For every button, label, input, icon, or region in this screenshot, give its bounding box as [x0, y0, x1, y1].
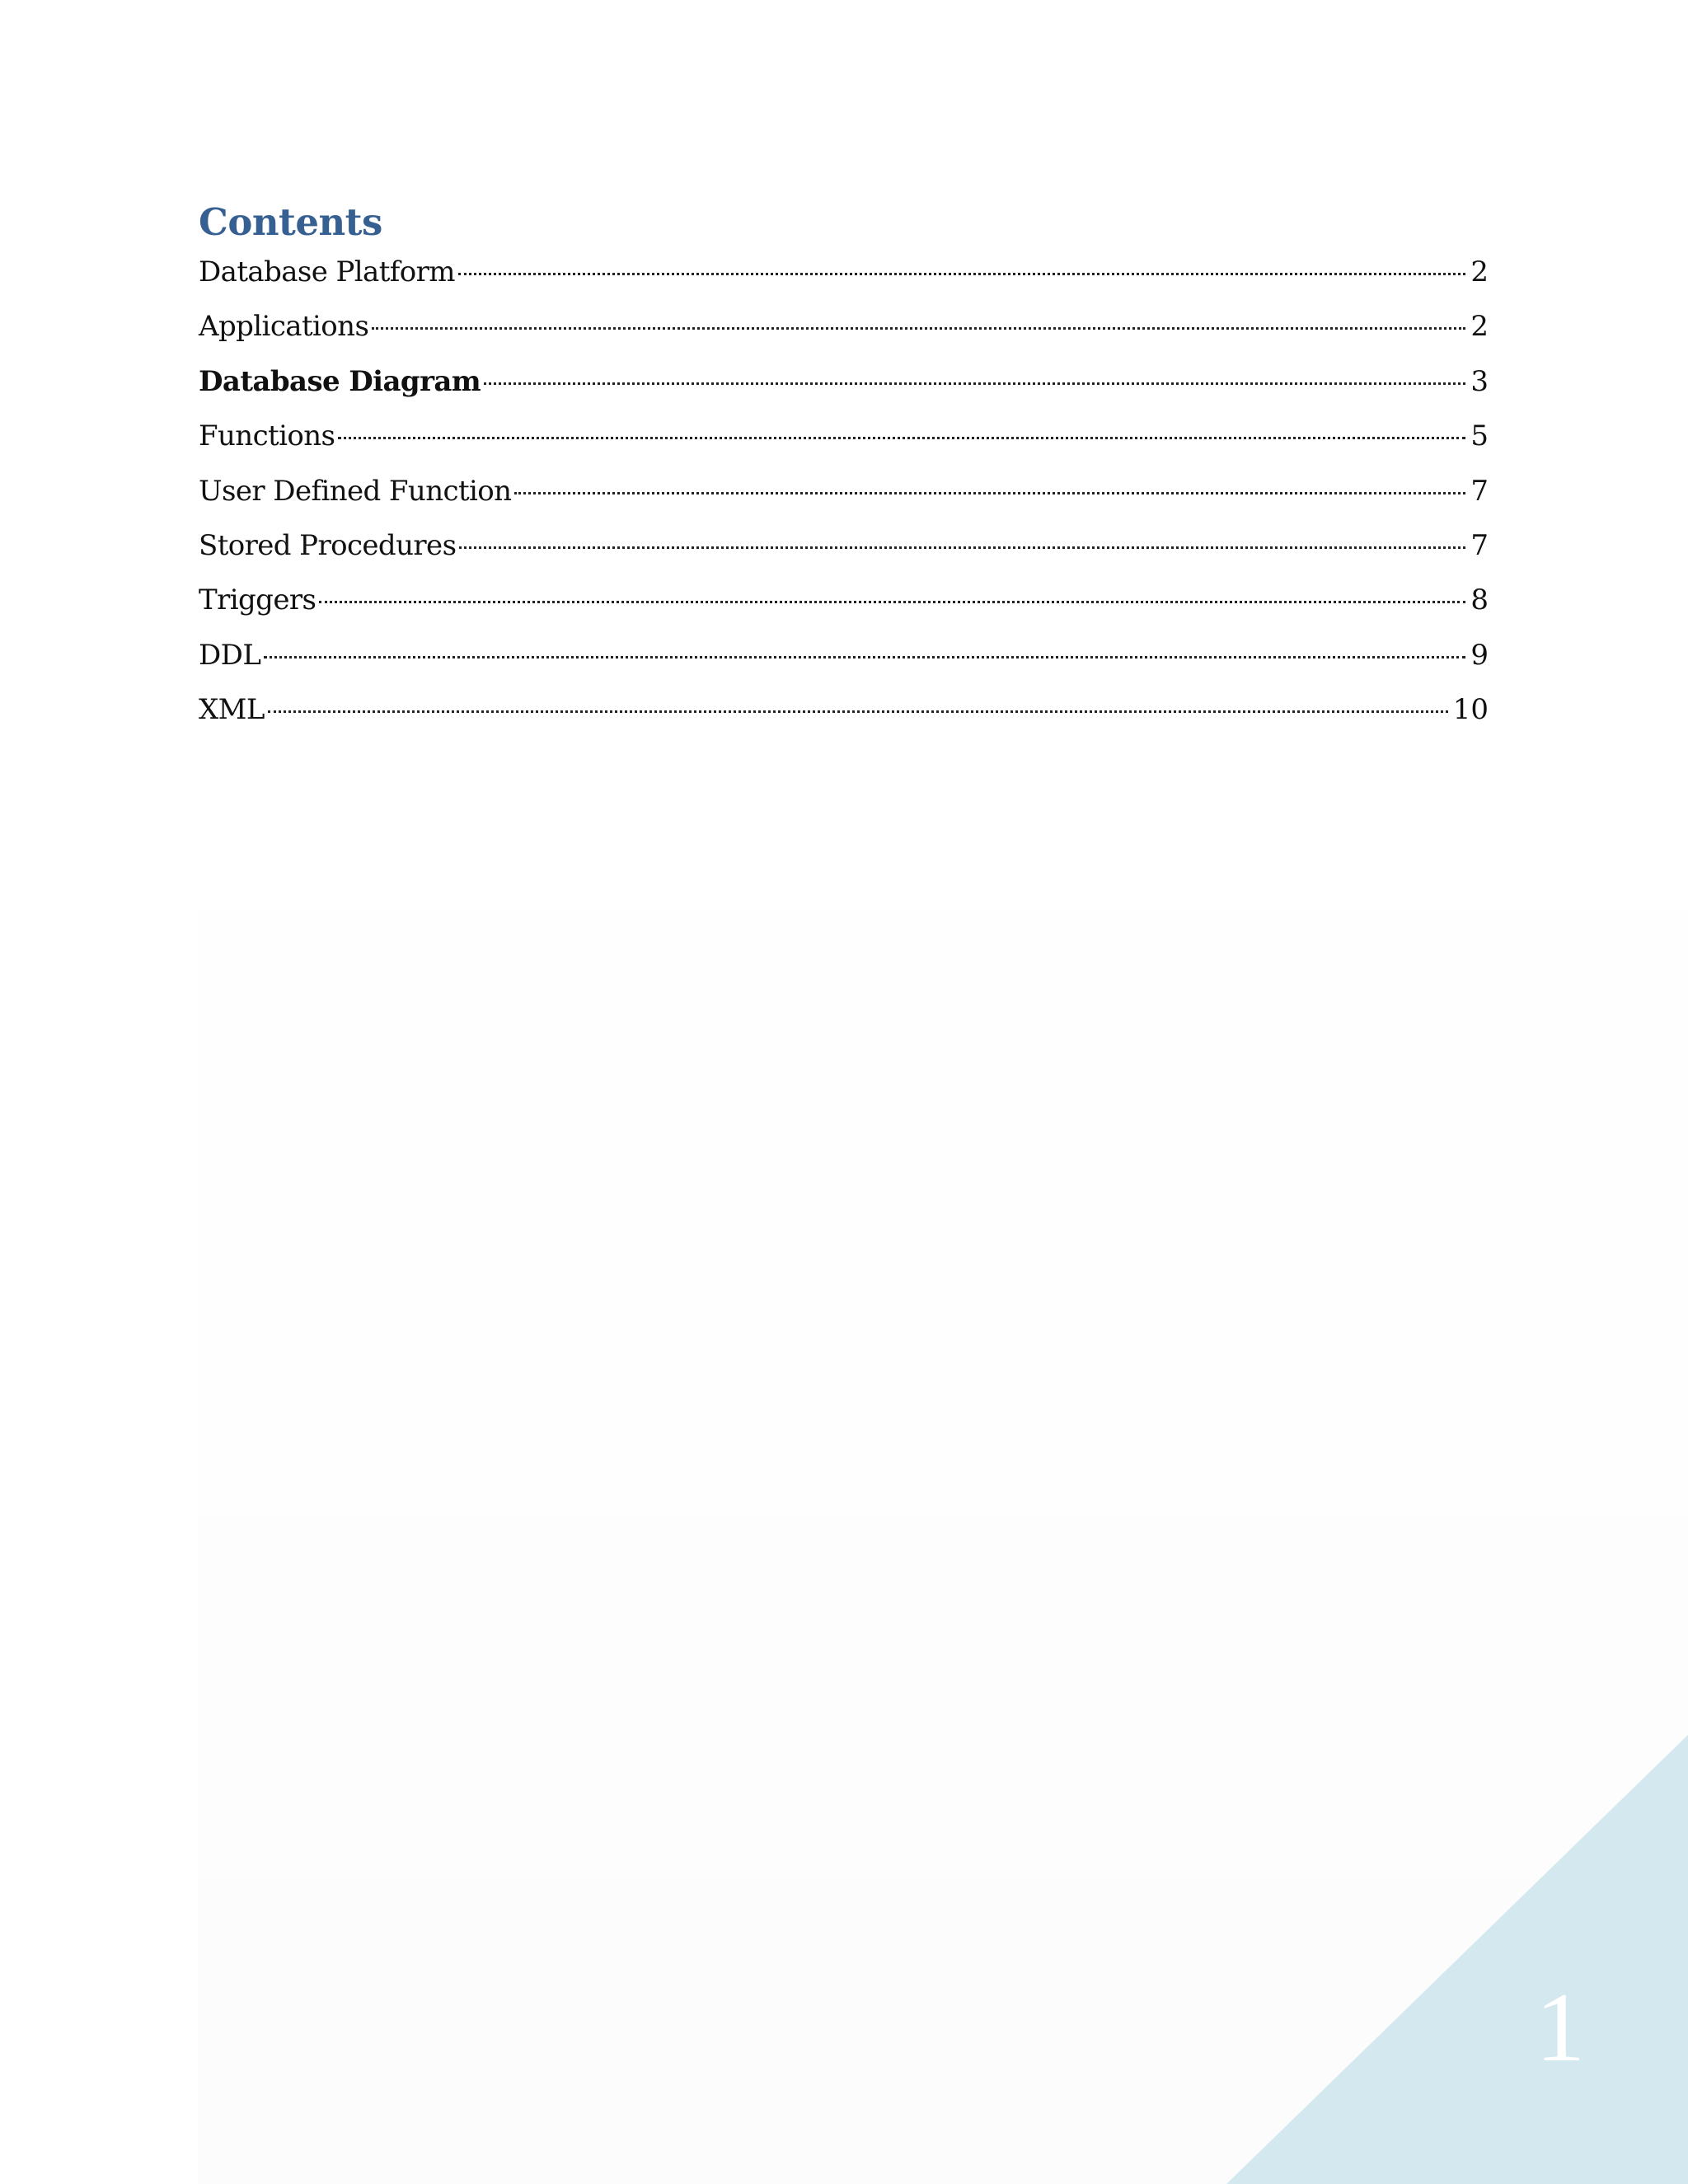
toc-entry-title[interactable]: User Defined Function [199, 474, 512, 508]
toc-entry[interactable] [199, 468, 1489, 523]
toc-entry-title[interactable]: Applications [199, 310, 369, 344]
toc-entry-page-number[interactable]: 9 [1470, 638, 1489, 672]
dot-leader [264, 656, 1465, 658]
dot-leader [338, 437, 1465, 439]
dot-leader [459, 546, 1465, 549]
toc-entry-page-number[interactable]: 2 [1470, 310, 1489, 344]
toc-entry-page-number[interactable]: 3 [1470, 364, 1489, 398]
toc-list [199, 249, 1489, 742]
toc-entry[interactable] [199, 687, 1489, 741]
table-of-contents [199, 196, 1489, 742]
toc-entry-page-number[interactable]: 2 [1470, 255, 1489, 288]
dot-leader [268, 710, 1448, 713]
toc-entry-page-number[interactable]: 10 [1452, 693, 1489, 727]
toc-entry-page-number[interactable]: 5 [1470, 419, 1489, 453]
toc-entry[interactable] [199, 303, 1489, 358]
toc-entry-title[interactable]: Database Diagram [199, 364, 481, 398]
page-number: 1 [1536, 1972, 1585, 2082]
toc-entry-title[interactable]: Functions [199, 419, 335, 453]
toc-entry[interactable] [199, 359, 1489, 413]
toc-entry-title[interactable]: Stored Procedures [199, 528, 457, 562]
toc-entry-title[interactable]: Triggers [199, 583, 316, 617]
toc-entry-page-number[interactable]: 7 [1470, 474, 1489, 508]
toc-entry[interactable] [199, 523, 1489, 577]
toc-entry-page-number[interactable]: 8 [1470, 583, 1489, 617]
toc-entry[interactable] [199, 632, 1489, 687]
dot-leader [484, 382, 1465, 385]
dot-leader [319, 601, 1465, 603]
toc-heading: Contents [199, 200, 382, 244]
toc-entry-title[interactable]: XML [199, 693, 265, 727]
toc-entry-title[interactable]: Database Platform [199, 255, 455, 288]
dot-leader [372, 327, 1465, 330]
dot-leader [458, 273, 1465, 275]
toc-entry[interactable] [199, 249, 1489, 303]
toc-entry-page-number[interactable]: 7 [1470, 528, 1489, 562]
dot-leader [514, 492, 1465, 494]
toc-entry[interactable] [199, 577, 1489, 631]
toc-entry-title[interactable]: DDL [199, 638, 261, 672]
toc-entry[interactable] [199, 413, 1489, 467]
